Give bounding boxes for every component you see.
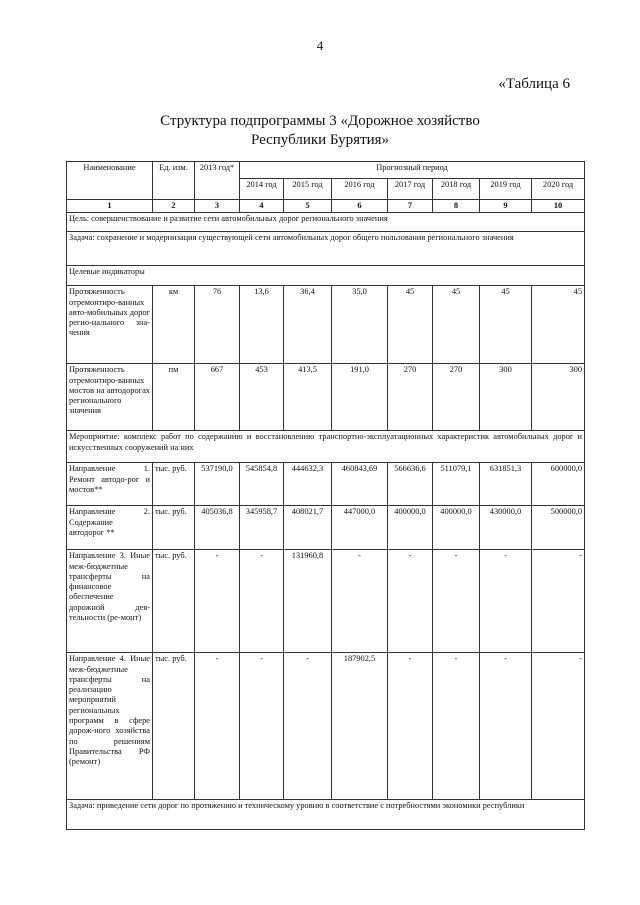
- value-cell: 545854,8: [240, 463, 284, 506]
- title-line-1: Структура подпрограммы 3 «Дорожное хозяйство: [160, 113, 480, 129]
- value-cell: 131960,8: [284, 550, 332, 653]
- value-cell: 511079,1: [433, 463, 480, 506]
- document-title: [0, 112, 640, 150]
- header-name: Наименование: [67, 162, 153, 200]
- value-cell: -: [284, 653, 332, 800]
- value-cell: -: [240, 550, 284, 653]
- direction-name: Направление 4. Иные меж-бюджетные трансферты на реализацию мероприятий региональных программ в сфере дорож-ного хозяйства по решениям Правительства РФ (ремонт): [67, 653, 153, 800]
- column-number: 5: [284, 200, 332, 213]
- indicator-name: Протяженность отремонтиро-ванных мостов на автодорогах регионального значения: [67, 364, 153, 431]
- value-cell: 45: [433, 286, 480, 364]
- value-cell: 45: [532, 286, 585, 364]
- value-cell: 400000,0: [388, 506, 433, 550]
- indicator-unit: км: [153, 286, 195, 364]
- column-number: 3: [195, 200, 240, 213]
- header-year: 2014 год: [240, 179, 284, 200]
- value-cell: -: [195, 550, 240, 653]
- value-cell: -: [388, 653, 433, 800]
- value-cell: 447000,0: [332, 506, 388, 550]
- value-cell: 500000,0: [532, 506, 585, 550]
- value-cell: 537190,0: [195, 463, 240, 506]
- value-cell: 600000,0: [532, 463, 585, 506]
- value-cell: 460843,69: [332, 463, 388, 506]
- measure-row: Мероприятие: комплекс работ по содержанию и восстановлению транспортно-эксплуатационных характеристик автомобильных дорог и искусственных сооружений на них: [67, 431, 585, 463]
- value-cell: 667: [195, 364, 240, 431]
- value-cell: 45: [388, 286, 433, 364]
- value-cell: -: [195, 653, 240, 800]
- column-number: 1: [67, 200, 153, 213]
- value-cell: -: [532, 653, 585, 800]
- direction-row: [67, 506, 585, 550]
- task-row: Задача: сохранение и модернизация существующей сети автомобильных дорог общего пользования регионального значения: [67, 232, 585, 266]
- title-line-2: Республики Бурятия»: [250, 132, 390, 148]
- direction-unit: тыс. руб.: [153, 550, 195, 653]
- header-unit: Ед. изм.: [153, 162, 195, 200]
- indicator-unit: пм: [153, 364, 195, 431]
- page-number: 4: [316, 38, 324, 53]
- direction-row: [67, 550, 585, 653]
- value-cell: -: [532, 550, 585, 653]
- header-year: 2017 год: [388, 179, 433, 200]
- value-cell: 405036,8: [195, 506, 240, 550]
- value-cell: 453: [240, 364, 284, 431]
- goal-row: Цель: совершенствование и развитие сети автомобильных дорог регионального значения: [67, 213, 585, 232]
- value-cell: 430000,0: [480, 506, 532, 550]
- indicator-row: [67, 286, 585, 364]
- value-cell: 631851,3: [480, 463, 532, 506]
- value-cell: -: [433, 550, 480, 653]
- value-cell: -: [388, 550, 433, 653]
- value-cell: 408021,7: [284, 506, 332, 550]
- header-forecast: Прогнозный период: [240, 162, 585, 179]
- value-cell: 345958,7: [240, 506, 284, 550]
- indicators-label: Целевые индикаторы: [67, 266, 585, 286]
- subprogram-table: [66, 161, 585, 830]
- value-cell: 36,4: [284, 286, 332, 364]
- column-number: 4: [240, 200, 284, 213]
- direction-row: [67, 463, 585, 506]
- direction-unit: тыс. руб.: [153, 653, 195, 800]
- value-cell: 35,0: [332, 286, 388, 364]
- column-number: 9: [480, 200, 532, 213]
- value-cell: 300: [480, 364, 532, 431]
- header-year: 2019 год: [480, 179, 532, 200]
- header-year: 2015 год: [284, 179, 332, 200]
- direction-name: Направление 2. Содержание автодорог **: [67, 506, 153, 550]
- task-row: Задача: приведение сети дорог по протяжению и техническому уровню в соответствие с потребностями экономики республики: [67, 800, 585, 830]
- table-label: «Таблица 6: [498, 76, 570, 92]
- header-year: 2016 год: [332, 179, 388, 200]
- value-cell: 45: [480, 286, 532, 364]
- value-cell: -: [332, 550, 388, 653]
- direction-name: Направление 3. Иные меж-бюджетные трансферты на финансовое обеспечение дорожной дея-тельности (ре-монт): [67, 550, 153, 653]
- indicator-name: Протяженность отремонтиро-ванных авто-мобильных дорог регио-нального зна-чения: [67, 286, 153, 364]
- value-cell: -: [480, 653, 532, 800]
- value-cell: 270: [388, 364, 433, 431]
- direction-unit: тыс. руб.: [153, 506, 195, 550]
- value-cell: 566636,6: [388, 463, 433, 506]
- value-cell: 187902,5: [332, 653, 388, 800]
- column-number: 2: [153, 200, 195, 213]
- value-cell: 300: [532, 364, 585, 431]
- value-cell: 270: [433, 364, 480, 431]
- indicator-row: [67, 364, 585, 431]
- value-cell: -: [240, 653, 284, 800]
- header-year: 2018 год: [433, 179, 480, 200]
- value-cell: -: [480, 550, 532, 653]
- value-cell: -: [433, 653, 480, 800]
- direction-name: Направление 1. Ремонт автодо-рог и мостов**: [67, 463, 153, 506]
- column-number: 6: [332, 200, 388, 213]
- value-cell: 13,6: [240, 286, 284, 364]
- value-cell: 191,0: [332, 364, 388, 431]
- header-base-year: 2013 год*: [195, 162, 240, 200]
- column-number: 7: [388, 200, 433, 213]
- column-number: 10: [532, 200, 585, 213]
- direction-unit: тыс. руб.: [153, 463, 195, 506]
- column-number: 8: [433, 200, 480, 213]
- header-year: 2020 год: [532, 179, 585, 200]
- value-cell: 444632,3: [284, 463, 332, 506]
- direction-row: [67, 653, 585, 800]
- value-cell: 400000,0: [433, 506, 480, 550]
- value-cell: 413,5: [284, 364, 332, 431]
- value-cell: 76: [195, 286, 240, 364]
